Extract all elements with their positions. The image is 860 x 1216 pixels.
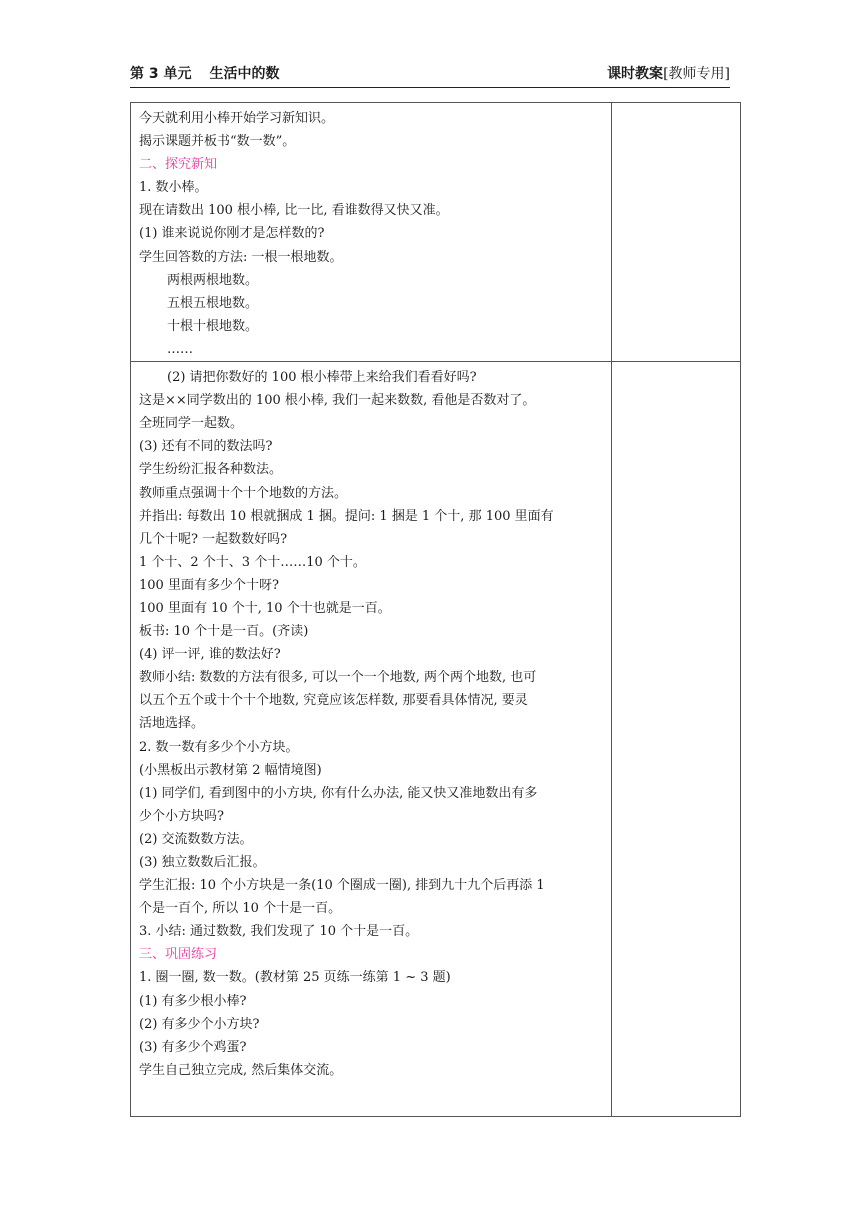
- text-line: (1) 有多少根小棒?: [139, 993, 247, 1009]
- text-line: 学生纷纷汇报各种数法。: [139, 462, 283, 478]
- section-heading: 三、巩固练习: [139, 947, 218, 963]
- text-line: 1 个十、2 个十、3 个十……10 个十。: [139, 554, 366, 570]
- text-line: (3) 有多少个鸡蛋?: [139, 1039, 247, 1055]
- unit-title: 生活中的数: [209, 66, 280, 82]
- text-line: 两根两根地数。: [167, 272, 259, 288]
- text-line: 揭示课题并板书“数一数”。: [139, 134, 296, 150]
- text-line: (3) 还有不同的数法吗?: [139, 439, 273, 455]
- teacher-tag: [教师专用]: [663, 66, 730, 82]
- page-header: [130, 63, 730, 88]
- text-line: 几个十呢? 一起数数好吗?: [139, 531, 288, 547]
- content-cell: [131, 103, 612, 362]
- text-line: 100 里面有多少个十呀?: [139, 577, 279, 593]
- text-line: 五根五根地数。: [167, 295, 259, 311]
- text-line: (小黑板出示教材第 2 幅情境图): [139, 762, 322, 778]
- text-line: (3) 独立数数后汇报。: [139, 855, 266, 870]
- notes-cell: [612, 103, 741, 362]
- text-line: 学生汇报: 10 个小方块是一条(10 个圈成一圈), 排到九十九个后再添 1: [139, 878, 545, 894]
- text-line: 今天就利用小棒开始学习新知识。: [139, 111, 335, 126]
- text-line: 十根十根地数。: [167, 318, 259, 334]
- table-row: [131, 103, 741, 362]
- unit-number: 第 3 单元: [130, 66, 192, 82]
- text-line: 现在请数出 100 根小棒, 比一比, 看谁数得又快又准。: [139, 203, 449, 219]
- text-line: 少个小方块吗?: [139, 808, 224, 824]
- text-line: (2) 有多少个小方块?: [139, 1016, 260, 1032]
- lesson-plan-table: [130, 102, 741, 1117]
- text-line: 2. 数一数有多少个小方块。: [139, 739, 299, 755]
- doc-type: 课时教案: [607, 66, 664, 82]
- text-line: 板书: 10 个十是一百。(齐读): [139, 624, 309, 640]
- text-line: ……: [167, 341, 193, 357]
- text-line: 学生回答数的方法: 一根一根地数。: [139, 249, 343, 265]
- doc-type-heading: [607, 63, 730, 83]
- text-line: (1) 谁来说说你刚才是怎样数的?: [139, 226, 325, 242]
- unit-heading: [130, 63, 280, 83]
- text-line: 活地选择。: [139, 716, 205, 732]
- content-cell: [131, 362, 612, 1117]
- text-line: 100 里面有 10 个十, 10 个十也就是一百。: [139, 600, 391, 616]
- text-line: 3. 小结: 通过数数, 我们发现了 10 个十是一百。: [139, 924, 419, 940]
- text-line: (2) 交流数数方法。: [139, 831, 253, 847]
- text-line: 1. 圈一圈, 数一数。(教材第 25 页练一练第 1 ~ 3 题): [139, 970, 451, 986]
- text-line: 这是××同学数出的 100 根小棒, 我们一起来数数, 看他是否数对了。: [139, 393, 536, 409]
- text-line: 教师重点强调十个十个地数的方法。: [139, 485, 348, 501]
- text-line: 全班同学一起数。: [139, 416, 244, 432]
- text-line: 学生自己独立完成, 然后集体交流。: [139, 1062, 343, 1078]
- text-line: 1. 数小棒。: [139, 180, 208, 196]
- text-line: (2) 请把你数好的 100 根小棒带上来给我们看看好吗?: [167, 370, 477, 386]
- text-line: 并指出: 每数出 10 根就捆成 1 捆。提问: 1 捆是 1 个十, 那 100 里面有: [139, 508, 554, 524]
- text-line: 教师小结: 数数的方法有很多, 可以一个一个地数, 两个两个地数, 也可: [139, 670, 537, 686]
- notes-cell: [612, 362, 741, 1117]
- text-line: (4) 评一评, 谁的数法好?: [139, 647, 281, 663]
- text-line: 个是一百个, 所以 10 个十是一百。: [139, 901, 342, 917]
- section-heading: 二、探究新知: [139, 157, 218, 173]
- text-line: (1) 同学们, 看到图中的小方块, 你有什么办法, 能又快又准地数出有多: [139, 785, 538, 801]
- table-row: [131, 362, 741, 1117]
- text-line: 以五个五个或十个十个地数, 究竟应该怎样数, 那要看具体情况, 要灵: [139, 693, 528, 709]
